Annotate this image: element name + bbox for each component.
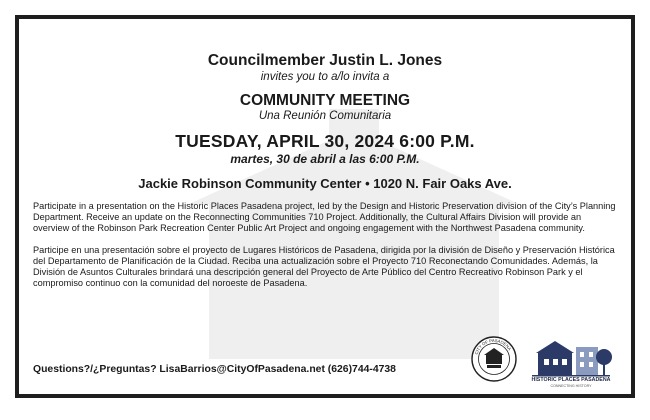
historic-places-logo xyxy=(528,331,614,389)
flyer-frame xyxy=(15,15,635,398)
event-date: TUESDAY, APRIL 30, 2024 6:00 P.M. xyxy=(175,131,475,151)
historic-building-icon xyxy=(528,331,614,377)
meeting-title: COMMUNITY MEETING xyxy=(239,92,411,109)
historic-places-subtitle: CONNECTING HISTORY xyxy=(550,384,592,388)
event-location: Jackie Robinson Community Center • 1020 N. Fair Oaks Ave. xyxy=(138,176,512,191)
host-name: Councilmember Justin L. Jones xyxy=(207,52,443,69)
city-seal-logo xyxy=(471,336,517,382)
historic-places-title: HISTORIC PLACES PASADENA xyxy=(531,377,611,383)
description-english: Participate in a presentation on the Historic Places Pasadena project, led by the Design and Historic Preservation division of the City’s Planning Department. Receive an update on the Reconnecting Communities 710 Project. Additionally, the Cultural Affairs Division will provide an overview of the Robinson Park Recreation Center Public Art Project and ongoing engagement with the Northwest Pasadena community. xyxy=(33,201,616,234)
event-date-es: martes, 30 de abril a las 6:00 P.M. xyxy=(230,152,420,166)
svg-text:CITY OF PASADENA: CITY OF PASADENA xyxy=(473,337,513,356)
contact-line: Questions?/¿Preguntas? LisaBarrios@CityOfPasadena.net (626)744-4738 xyxy=(33,364,396,375)
meeting-title-es: Una Reunión Comunitaria xyxy=(258,110,392,122)
invites-text: invites you to a/lo invita a xyxy=(260,71,390,83)
description-spanish: Participe en una presentación sobre el proyecto de Lugares Históricos de Pasadena, dirigida por la división de Diseño y Preservación Histórica del Departamento de Planificación de la Ciudad. Reciba una actualización sobre el Proyecto 710 Reconectando Comunidades. Además, la División de Asuntos Culturales brindará una descripción general del Proyecto de Arte Público del Centro Recreativo Robinson Park y el compromiso continuo con la comunidad del noroeste de Pasadena. xyxy=(33,244,615,289)
